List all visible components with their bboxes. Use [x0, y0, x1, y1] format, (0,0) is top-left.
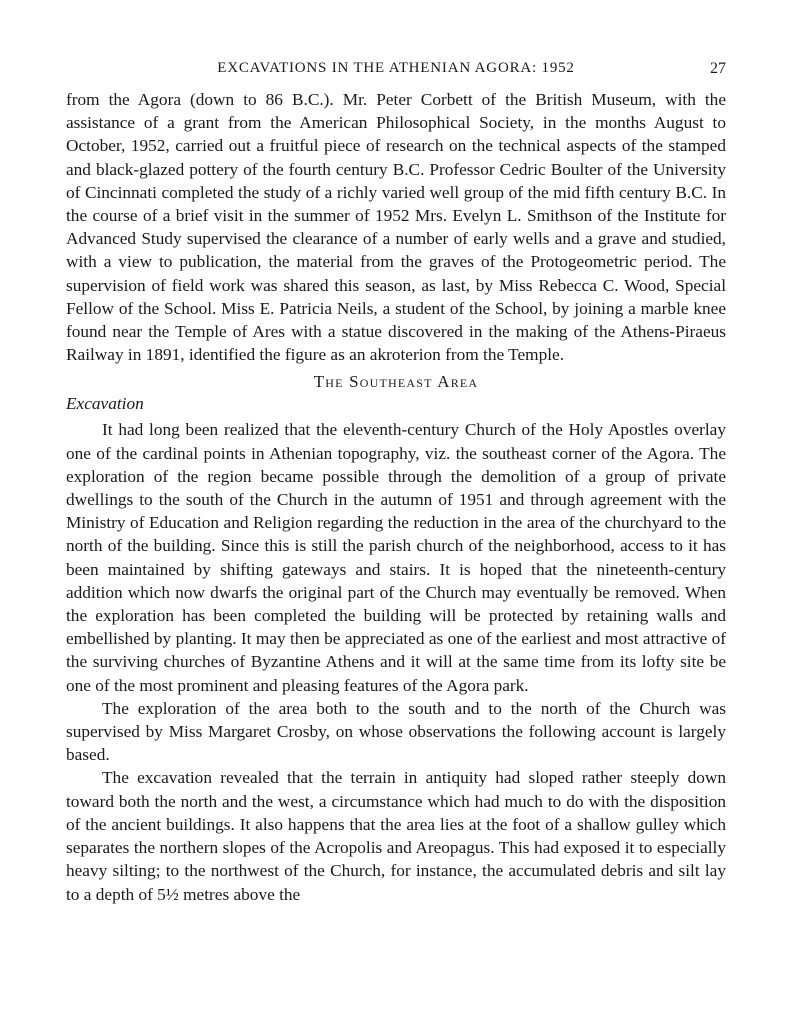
page-number: 27 — [710, 60, 726, 77]
paragraph-2: It had long been realized that the eleventh-century Church of the Holy Apostles overlay one of the cardinal points in Athenian topography, viz. the southeast corner of the Agora. The exploration of the region became possible through the demolition of a group of private dwellings to the south of the Church in the autumn of 1951 and through agreement with the Ministry of Education and Religion regarding the reduction in the area of the churchyard to the north of the building. Since this is still the parish church of the neighborhood, access to it has been maintained by shifting gateways and stairs. It is hoped that the nineteenth-century addition which now dwarfs the original part of the Church may eventually be removed. When the exploration has been completed the building will be protected by retaining walls and embellished by planting. It may then be appreciated as one of the earliest and most attractive of the surviving churches of Byzantine Athens and it will at the same time from its lofty site be one of the most prominent and pleasing features of the Agora park. — [66, 420, 726, 695]
paragraph-4: The excavation revealed that the terrain in antiquity had sloped rather steeply down toward both the north and the west, a circumstance which had much to do with the disposition of the ancient buildings. It also happens that the area lies at the foot of a shallow gulley which separates the northern slopes of the Acropolis and Areopagus. This had exposed it to especially heavy silting; to the northwest of the Church, for instance, the accumulated debris and silt lay to a depth of 5½ metres above the — [66, 768, 726, 904]
running-head-title: EXCAVATIONS IN THE ATHENIAN AGORA: 1952 — [217, 60, 575, 76]
section-title-text: The Southeast Area — [313, 372, 479, 392]
paragraph-3: The exploration of the area both to the south and to the north of the Church was supervised by Miss Margaret Crosby, on whose observations the following account is largely based. — [66, 698, 726, 765]
section-title — [66, 372, 726, 393]
subsection-title: Excavation — [66, 394, 144, 414]
document-page — [66, 58, 726, 906]
running-head — [66, 58, 726, 88]
paragraph-1: from the Agora (down to 86 B.C.). Mr. Peter Corbett of the British Museum, with the assistance of a grant from the American Philosophical Society, in the months August to October, 1952, carried out a fruitful piece of research on the technical aspects of the stamped and black-glazed pottery of the fourth century B.C. Professor Cedric Boulter of the University of Cincinnati completed the study of a richly varied well group of the mid fifth century B.C. In the course of a brief visit in the summer of 1952 Mrs. Evelyn L. Smithson of the Institute for Advanced Study supervised the clearance of a number of early wells and a grave and studied, with a view to publication, the material from the graves of the Protogeometric period. The supervision of field work was shared this season, as last, by Miss Rebecca C. Wood, Special Fellow of the School. Miss E. Patricia Neils, a student of the School, by joining a marble knee found near the Temple of Ares with a statue discovered in the making of the Athens-Piraeus Railway in 1891, identified the figure as an akroterion from the Temple. — [66, 90, 726, 365]
